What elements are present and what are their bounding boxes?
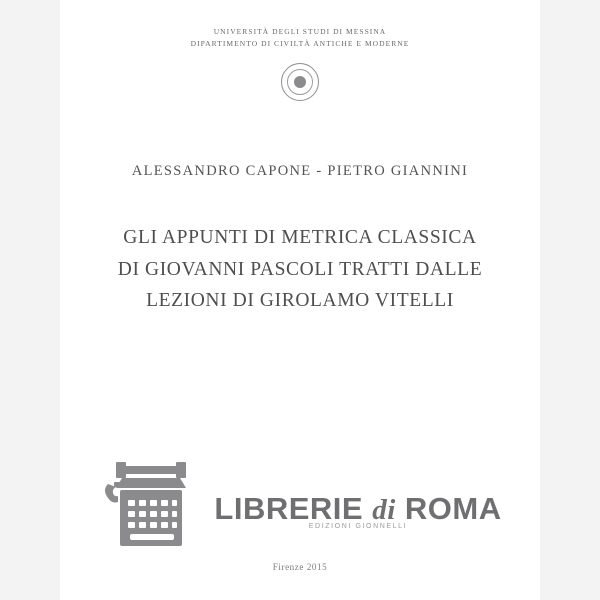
title-line-1: GLI APPUNTI DI METRICA CLASSICA	[123, 227, 477, 249]
publisher-brand-name	[214, 491, 501, 527]
book-title	[118, 222, 482, 317]
university-seal-core	[294, 76, 306, 88]
brand-word-librerie: LIBRERIE	[214, 490, 364, 526]
university-seal-icon	[281, 63, 319, 101]
institution-line-university: UNIVERSITÀ DEGLI STUDI DI MESSINA	[213, 27, 387, 36]
institution-block	[191, 26, 410, 49]
publication-place-year: Firenze 2015	[272, 562, 328, 572]
brand-word-di: di	[372, 493, 396, 526]
title-line-3: LEZIONI DI GIROLAMO VITELLI	[146, 290, 454, 312]
institution-line-department: DIPARTIMENTO DI CIVILTÀ ANTICHE E MODERNE	[190, 38, 410, 48]
printing-press-icon	[98, 458, 206, 550]
page-right-gutter	[539, 0, 600, 600]
brand-word-roma: ROMA	[404, 490, 502, 526]
page-left-gutter	[0, 0, 61, 600]
publisher-logo-row	[98, 458, 501, 550]
publisher-brand	[214, 491, 501, 530]
university-seal-inner-ring	[287, 69, 313, 95]
cover-content	[60, 0, 540, 600]
publisher-brand-subtitle: EDIZIONI GIONNELLI	[308, 522, 408, 530]
publisher-block	[60, 458, 540, 572]
authors-line: ALESSANDRO CAPONE - PIETRO GIANNINI	[131, 163, 469, 180]
title-line-2: DI GIOVANNI PASCOLI TRATTI DALLE	[117, 258, 483, 280]
